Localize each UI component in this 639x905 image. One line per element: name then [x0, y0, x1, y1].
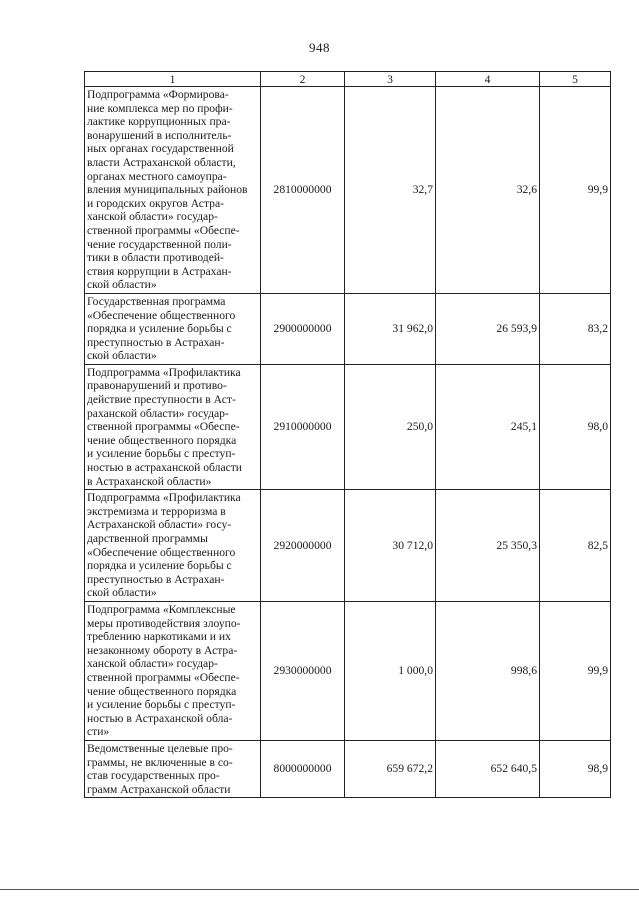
program-name-line: меры противодействия злоупо-: [87, 616, 241, 630]
program-name-line: ственной программы «Обеспе-: [87, 670, 240, 684]
program-name-line: незаконному обороту в Астра-: [87, 643, 238, 657]
program-name-line: «Обеспечение общественного: [87, 545, 236, 559]
percent-cell: 83,2: [540, 293, 611, 364]
program-name-line: сти»: [87, 725, 110, 739]
program-name-line: чение общественного порядка: [87, 433, 237, 447]
program-name-cell: [85, 740, 261, 797]
table-row: [85, 364, 611, 489]
program-name-line: ской области»: [87, 349, 157, 363]
table-row: [85, 601, 611, 740]
program-name-line: Государственная программа: [87, 294, 226, 308]
program-name-line: ствия коррупции в Астрахан-: [87, 264, 232, 278]
table-header-row: [85, 72, 611, 87]
program-code-cell: 2810000000: [261, 87, 345, 294]
program-code-cell: 2910000000: [261, 364, 345, 489]
program-name-line: порядка и усиление борьбы с: [87, 559, 232, 573]
program-name-line: и городских округов Астра-: [87, 196, 224, 210]
column-header-5: 5: [540, 72, 611, 87]
actual-amount-cell: 32,6: [436, 87, 540, 294]
program-name-line: Астраханской области» госу-: [87, 518, 232, 532]
program-name-line: дарственной программы: [87, 532, 208, 545]
program-name-line: чение государственной поли-: [87, 237, 232, 251]
program-name-line: правонарушений и противо-: [87, 379, 227, 393]
program-name-line: чение общественного порядка: [87, 684, 237, 698]
program-name-line: «Обеспечение общественного: [87, 308, 236, 322]
program-name-line: Ведомственные целевые про-: [87, 741, 233, 755]
program-name-line: ской области»: [87, 586, 157, 600]
bottom-rule: [0, 889, 639, 890]
plan-amount-cell: 30 712,0: [345, 490, 436, 602]
program-name-line: ханской области» государ-: [87, 657, 218, 671]
table-row: [85, 740, 611, 797]
percent-cell: 82,5: [540, 490, 611, 602]
column-header-1: 1: [85, 72, 261, 87]
percent-cell: 98,9: [540, 740, 611, 797]
program-name-line: треблению наркотиками и их: [87, 630, 231, 644]
program-name-line: тики в области противодей-: [87, 251, 224, 265]
program-name-line: Подпрограмма «Профилактика: [87, 491, 241, 505]
program-name-line: ностью в астраханской области: [87, 461, 243, 475]
program-name-line: Подпрограмма «Формирова-: [87, 88, 229, 101]
plan-amount-cell: 1 000,0: [345, 601, 436, 740]
actual-amount-cell: 26 593,9: [436, 293, 540, 364]
program-name-line: и усиление борьбы с преступ-: [87, 447, 236, 461]
program-name-cell: [85, 293, 261, 364]
program-name-line: грамм Астраханской области: [87, 782, 231, 796]
program-name-line: лактике коррупционных пра-: [87, 115, 231, 129]
column-header-4: 4: [436, 72, 540, 87]
plan-amount-cell: 31 962,0: [345, 293, 436, 364]
table-row: [85, 490, 611, 602]
program-code-cell: 2900000000: [261, 293, 345, 364]
program-name-cell: [85, 364, 261, 489]
program-code-cell: 2920000000: [261, 490, 345, 602]
table-body: [85, 87, 611, 798]
program-name-line: вонарушений в исполнитель-: [87, 128, 232, 142]
actual-amount-cell: 245,1: [436, 364, 540, 489]
percent-cell: 99,9: [540, 87, 611, 294]
percent-cell: 98,0: [540, 364, 611, 489]
plan-amount-cell: 659 672,2: [345, 740, 436, 797]
actual-amount-cell: 25 350,3: [436, 490, 540, 602]
program-name-line: ных органах государственной: [87, 142, 234, 156]
page-number: 948: [309, 40, 330, 55]
program-name-line: став государственных про-: [87, 769, 220, 783]
program-name-line: экстремизма и терроризма в: [87, 504, 226, 518]
program-name-cell: [85, 490, 261, 602]
program-name-line: Подпрограмма «Профилактика: [87, 365, 241, 379]
program-code-cell: 8000000000: [261, 740, 345, 797]
program-name-line: вления муниципальных районов: [87, 183, 248, 197]
program-name-line: органах местного самоупра-: [87, 169, 227, 183]
program-name-line: власти Астраханской области,: [87, 155, 236, 169]
program-name-line: Подпрограмма «Комплексные: [87, 602, 236, 616]
program-name-line: ственной программы «Обеспе-: [87, 223, 240, 237]
program-name-line: преступностью в Астрахан-: [87, 335, 225, 349]
program-name-line: ностью в Астраханской обла-: [87, 711, 233, 725]
program-name-line: граммы, не включенные в со-: [87, 755, 233, 769]
program-name-line: ской области»: [87, 278, 157, 292]
program-name-cell: [85, 601, 261, 740]
budget-table: [84, 71, 611, 798]
actual-amount-cell: 652 640,5: [436, 740, 540, 797]
percent-cell: 99,9: [540, 601, 611, 740]
program-name-line: ние комплекса мер по профи-: [87, 101, 233, 115]
program-name-line: действие преступности в Аст-: [87, 393, 236, 407]
plan-amount-cell: 250,0: [345, 364, 436, 489]
column-header-3: 3: [345, 72, 436, 87]
column-header-2: 2: [261, 72, 345, 87]
program-name-line: ханской области» государ-: [87, 210, 218, 224]
program-name-cell: [85, 87, 261, 294]
program-name-line: раханской области» государ-: [87, 406, 229, 420]
program-name-line: преступностью в Астрахан-: [87, 572, 225, 586]
table-row: [85, 293, 611, 364]
plan-amount-cell: 32,7: [345, 87, 436, 294]
program-name-line: порядка и усиление борьбы с: [87, 322, 232, 336]
program-code-cell: 2930000000: [261, 601, 345, 740]
program-name-line: и усиление борьбы с преступ-: [87, 698, 236, 712]
program-name-line: ственной программы «Обеспе-: [87, 420, 240, 434]
actual-amount-cell: 998,6: [436, 601, 540, 740]
program-name-line: в Астраханской области»: [87, 474, 212, 488]
table-row: [85, 87, 611, 294]
